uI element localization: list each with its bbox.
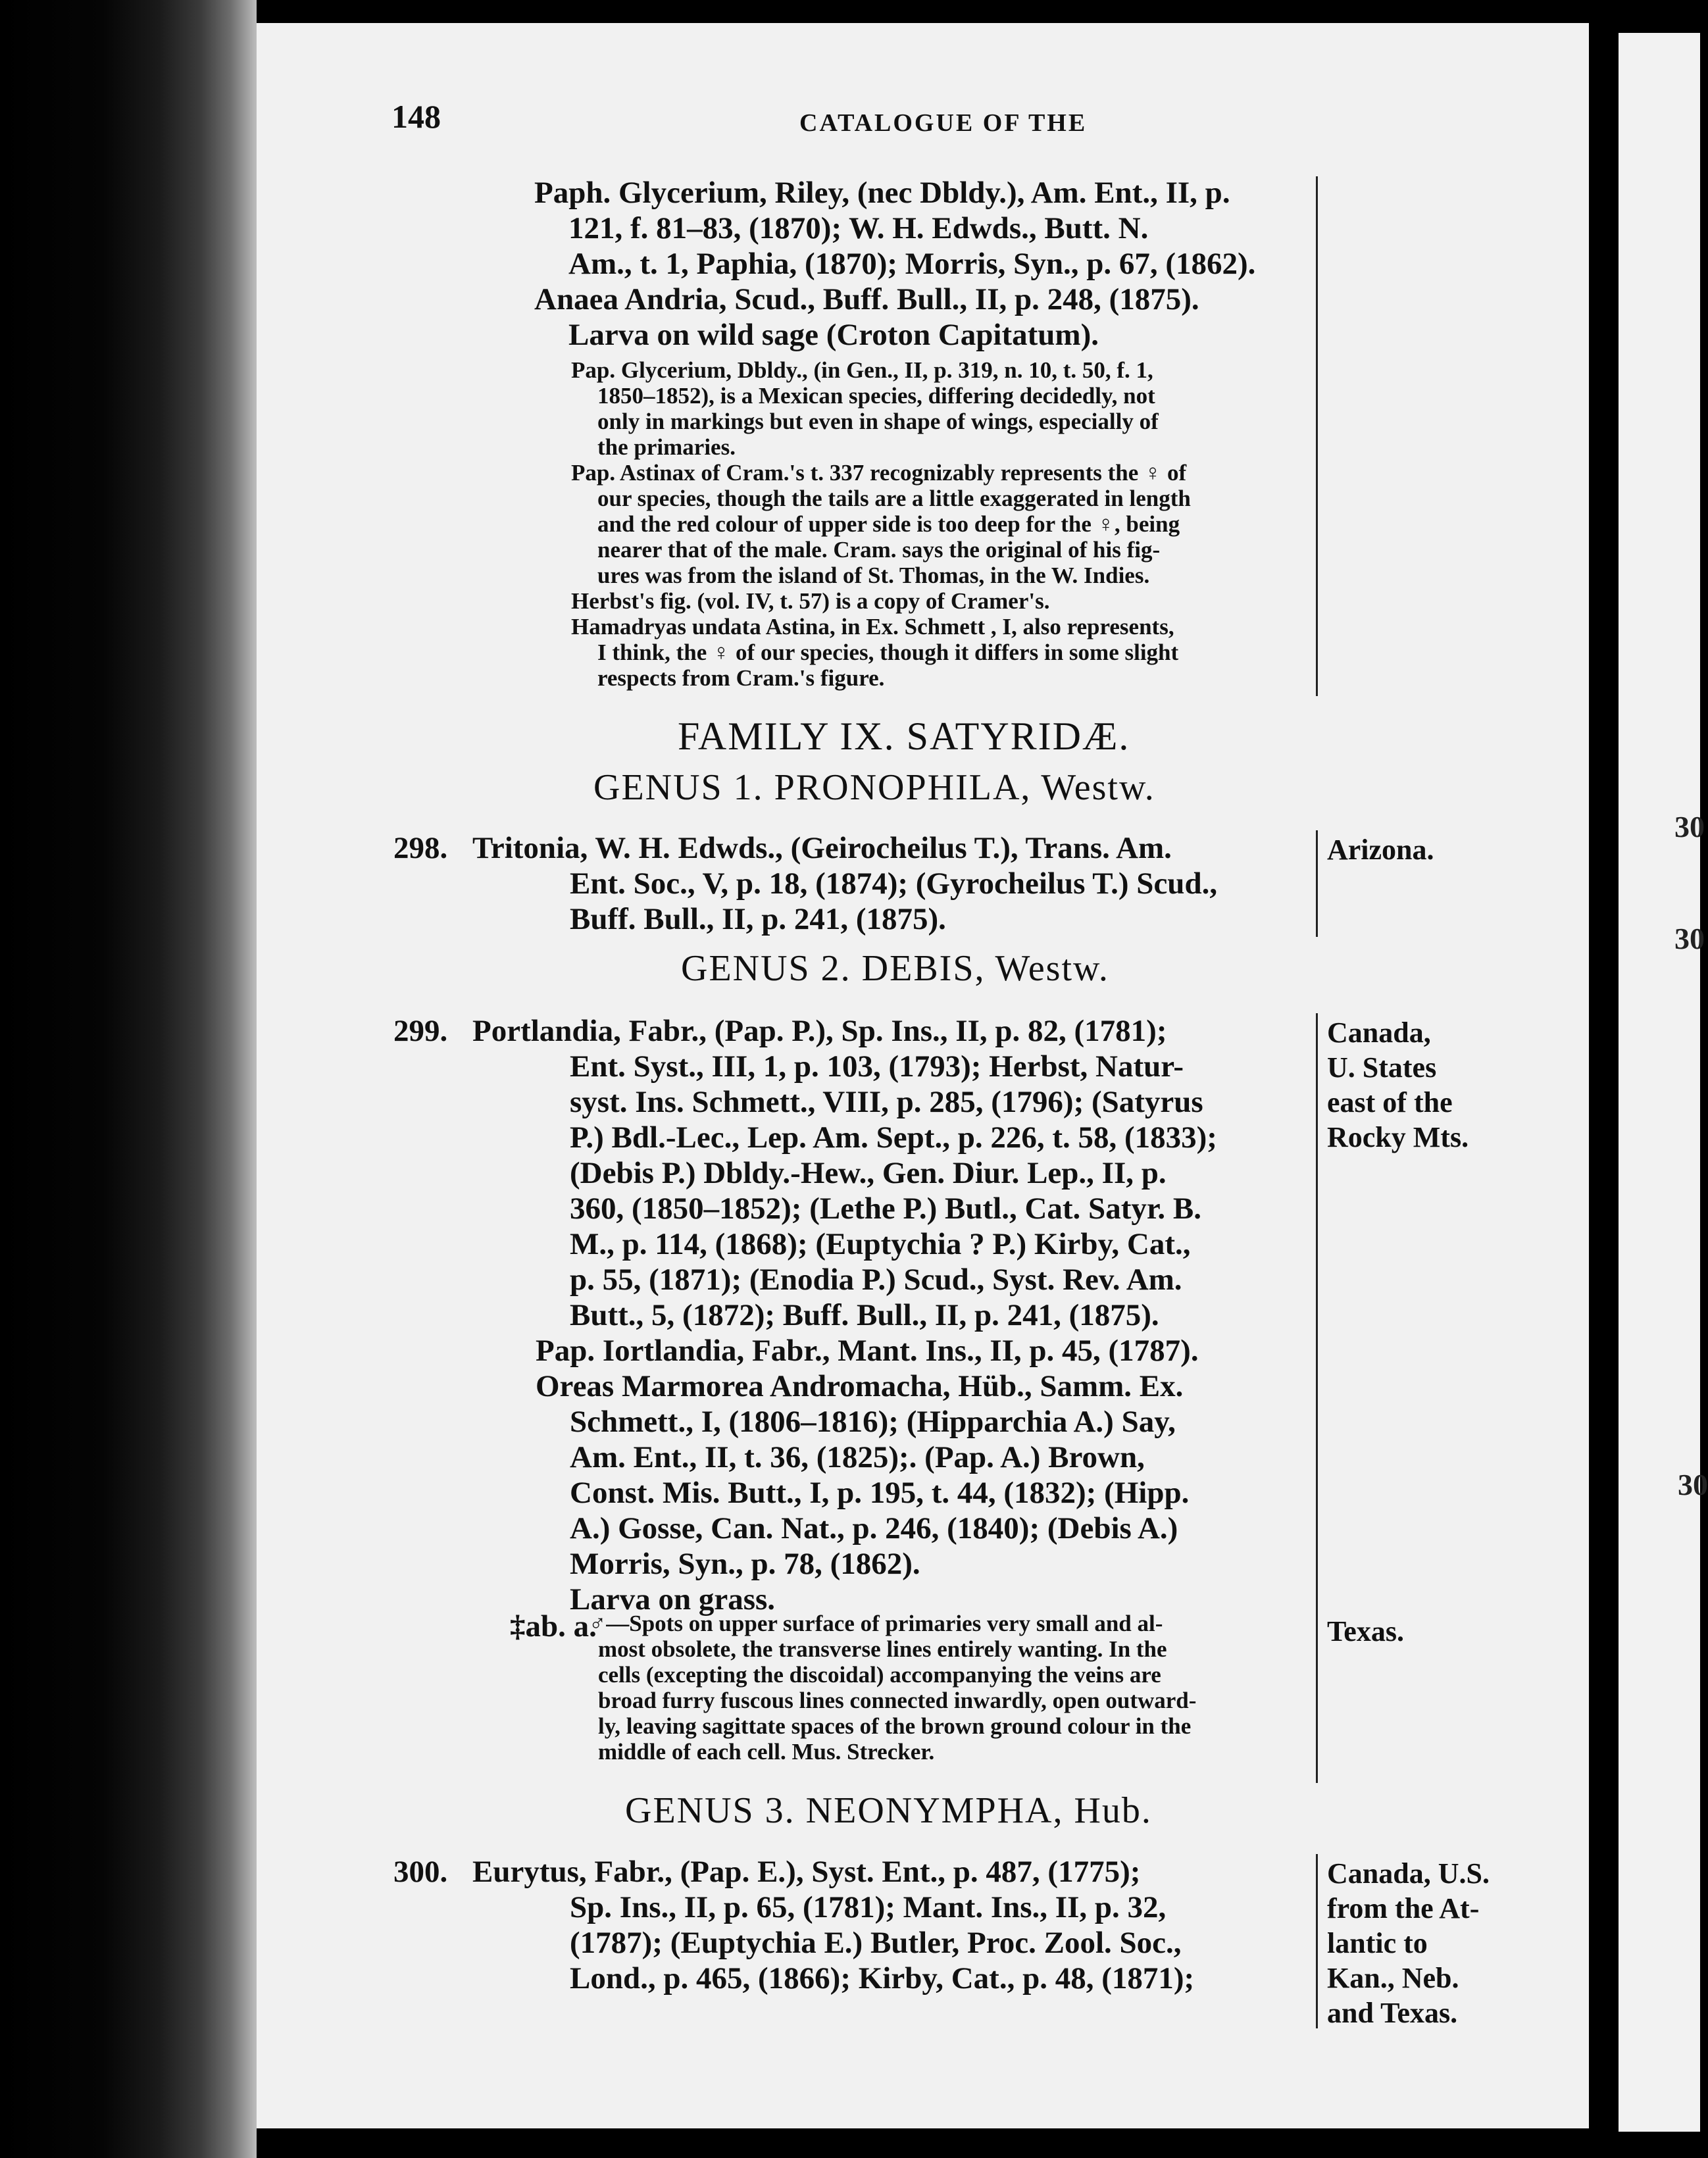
locality xyxy=(1327,1614,1404,1649)
entry-number: 300. xyxy=(393,1855,448,1889)
note-line: I think, the ♀ of our species, though it differs in some slight xyxy=(597,640,1179,665)
adjacent-page xyxy=(1619,33,1700,2132)
note-line: cells (excepting the discoidal) accompanying the veins are xyxy=(598,1662,1161,1688)
note-line: Hamadryas undata Astina, in Ex. Schmett , I, also represents, xyxy=(571,614,1174,640)
text-line: Ent. Syst., III, 1, p. 103, (1793); Herbst, Natur- xyxy=(570,1049,1184,1084)
text-line: Oreas Marmorea Andromacha, Hüb., Samm. Ex. xyxy=(536,1369,1184,1403)
text-line: P.) Bdl.-Lec., Lep. Am. Sept., p. 226, t. 58, (1833); xyxy=(570,1120,1217,1155)
text-line: Butt., 5, (1872); Buff. Bull., II, p. 241, (1875). xyxy=(570,1298,1159,1332)
text-line: M., p. 114, (1868); (Euptychia ? P.) Kirby, Cat., xyxy=(570,1227,1191,1261)
note-line: respects from Cram.'s figure. xyxy=(597,665,885,691)
locality-line: Rocky Mts. xyxy=(1327,1121,1469,1153)
text-line: Schmett., I, (1806–1816); (Hipparchia A.) Say, xyxy=(570,1405,1176,1439)
text-line: Paph. Glycerium, Riley, (nec Dbldy.), Am. Ent., II, p. xyxy=(534,176,1230,210)
aberration-note xyxy=(589,1611,1196,1765)
locality-line: lantic to xyxy=(1327,1927,1428,1959)
column-rule xyxy=(1316,1013,1318,1783)
note-line: most obsolete, the transverse lines entirely wanting. In the xyxy=(598,1636,1167,1662)
note-line: Herbst's fig. (vol. IV, t. 57) is a copy of Cramer's. xyxy=(571,588,1050,614)
note-line: the primaries. xyxy=(597,434,736,460)
text-line: Const. Mis. Butt., I, p. 195, t. 44, (1832); (Hipp. xyxy=(570,1476,1190,1510)
book-gutter xyxy=(0,0,257,2158)
text-line: Portlandia, Fabr., (Pap. P.), Sp. Ins., II, p. 82, (1781); xyxy=(472,1014,1167,1048)
text-line: Sp. Ins., II, p. 65, (1781); Mant. Ins., II, p. 32, xyxy=(570,1890,1167,1924)
text-line: Morris, Syn., p. 78, (1862). xyxy=(570,1547,920,1581)
text-line: Ent. Soc., V, p. 18, (1874); (Gyrocheilus T.) Scud., xyxy=(570,866,1218,901)
locality-line: Arizona. xyxy=(1327,834,1434,866)
text-line: syst. Ins. Schmett., VIII, p. 285, (1796); (Satyrus xyxy=(570,1085,1203,1119)
locality xyxy=(1327,832,1434,867)
entry-299 xyxy=(472,1013,1217,1617)
genus-heading: GENUS 1. PRONOPHILA, Westw. xyxy=(593,767,1155,808)
notes-top xyxy=(571,357,1191,691)
adjacent-page-fragment: 30 xyxy=(1678,1468,1708,1501)
adjacent-page-fragment: 30 xyxy=(1674,922,1705,955)
locality-line: Texas. xyxy=(1327,1615,1404,1647)
locality-line: U. States xyxy=(1327,1051,1437,1084)
locality-line: from the At- xyxy=(1327,1892,1480,1924)
entry-298 xyxy=(472,830,1217,937)
genus-heading: GENUS 2. DEBIS, Westw. xyxy=(681,948,1109,989)
note-line: Pap. Astinax of Cram.'s t. 337 recognizably represents the ♀ of xyxy=(571,460,1187,486)
column-rule xyxy=(1316,830,1318,937)
page-number: 148 xyxy=(391,98,441,135)
adjacent-page-fragment: 30 xyxy=(1674,810,1705,843)
text-line: Buff. Bull., II, p. 241, (1875). xyxy=(570,902,946,936)
text-line: Larva on grass. xyxy=(570,1582,776,1617)
text-line: 360, (1850–1852); (Lethe P.) Butl., Cat. Satyr. B. xyxy=(570,1192,1201,1226)
note-line: and the red colour of upper side is too deep for the ♀, being xyxy=(597,511,1180,537)
note-line: nearer that of the male. Cram. says the original of his fig- xyxy=(597,537,1161,563)
locality-line: east of the xyxy=(1327,1086,1453,1118)
entry-number: 299. xyxy=(393,1014,448,1048)
text-line: Am. Ent., II, t. 36, (1825);. (Pap. A.) Brown, xyxy=(570,1440,1145,1474)
entry-300 xyxy=(472,1854,1194,1996)
text-line: (1787); (Euptychia E.) Butler, Proc. Zool. Soc., xyxy=(570,1926,1182,1960)
page-separator xyxy=(1592,0,1619,2158)
note-line: ly, leaving sagittate spaces of the brown ground colour in the xyxy=(598,1713,1192,1739)
text-line: A.) Gosse, Can. Nat., p. 246, (1840); (Debis A.) xyxy=(570,1511,1178,1545)
note-line: Pap. Glycerium, Dbldy., (in Gen., II, p. 319, n. 10, t. 50, f. 1, xyxy=(571,357,1153,383)
note-line: ♂—Spots on upper surface of primaries very small and al- xyxy=(589,1611,1163,1636)
text-line: Am., t. 1, Paphia, (1870); Morris, Syn., p. 67, (1862). xyxy=(568,247,1256,281)
column-rule xyxy=(1316,176,1318,696)
text-line: Tritonia, W. H. Edwds., (Geirocheilus T.), Trans. Am. xyxy=(472,831,1172,865)
text-line: Eurytus, Fabr., (Pap. E.), Syst. Ent., p. 487, (1775); xyxy=(472,1855,1141,1889)
locality-line: and Texas. xyxy=(1327,1997,1458,2029)
text-line: 121, f. 81–83, (1870); W. H. Edwds., Butt. N. xyxy=(568,211,1149,245)
text-line: Larva on wild sage (Croton Capitatum). xyxy=(568,318,1099,352)
text-line: Lond., p. 465, (1866); Kirby, Cat., p. 48, (1871); xyxy=(570,1961,1195,1995)
column-rule xyxy=(1316,1854,1318,2028)
text-line: (Debis P.) Dbldy.-Hew., Gen. Diur. Lep., II, p. xyxy=(570,1156,1167,1190)
note-line: broad furry fuscous lines connected inwardly, open outward- xyxy=(598,1688,1197,1713)
locality xyxy=(1327,1856,1490,2030)
note-line: 1850–1852), is a Mexican species, differing decidedly, not xyxy=(597,383,1155,409)
family-heading: FAMILY IX. SATYRIDÆ. xyxy=(678,715,1130,758)
locality xyxy=(1327,1015,1469,1155)
note-line: ures was from the island of St. Thomas, in the W. Indies. xyxy=(597,563,1150,588)
locality-line: Canada, U.S. xyxy=(1327,1857,1490,1890)
synonymy-top xyxy=(534,175,1255,353)
aberration-label: ‡ab. a. xyxy=(510,1609,597,1644)
text-line: Pap. Iortlandia, Fabr., Mant. Ins., II, p. 45, (1787). xyxy=(536,1334,1199,1368)
note-line: middle of each cell. Mus. Strecker. xyxy=(598,1739,935,1765)
running-title: CATALOGUE OF THE xyxy=(799,109,1088,137)
note-line: our species, though the tails are a little exaggerated in length xyxy=(597,486,1191,511)
locality-line: Canada, xyxy=(1327,1016,1431,1049)
text-line: p. 55, (1871); (Enodia P.) Scud., Syst. Rev. Am. xyxy=(570,1263,1182,1297)
locality-line: Kan., Neb. xyxy=(1327,1962,1459,1994)
note-line: only in markings but even in shape of wings, especially of xyxy=(597,409,1159,434)
entry-number: 298. xyxy=(393,831,448,865)
text-line: Anaea Andria, Scud., Buff. Bull., II, p. 248, (1875). xyxy=(534,282,1199,316)
genus-heading: GENUS 3. NEONYMPHA, Hub. xyxy=(625,1790,1152,1831)
